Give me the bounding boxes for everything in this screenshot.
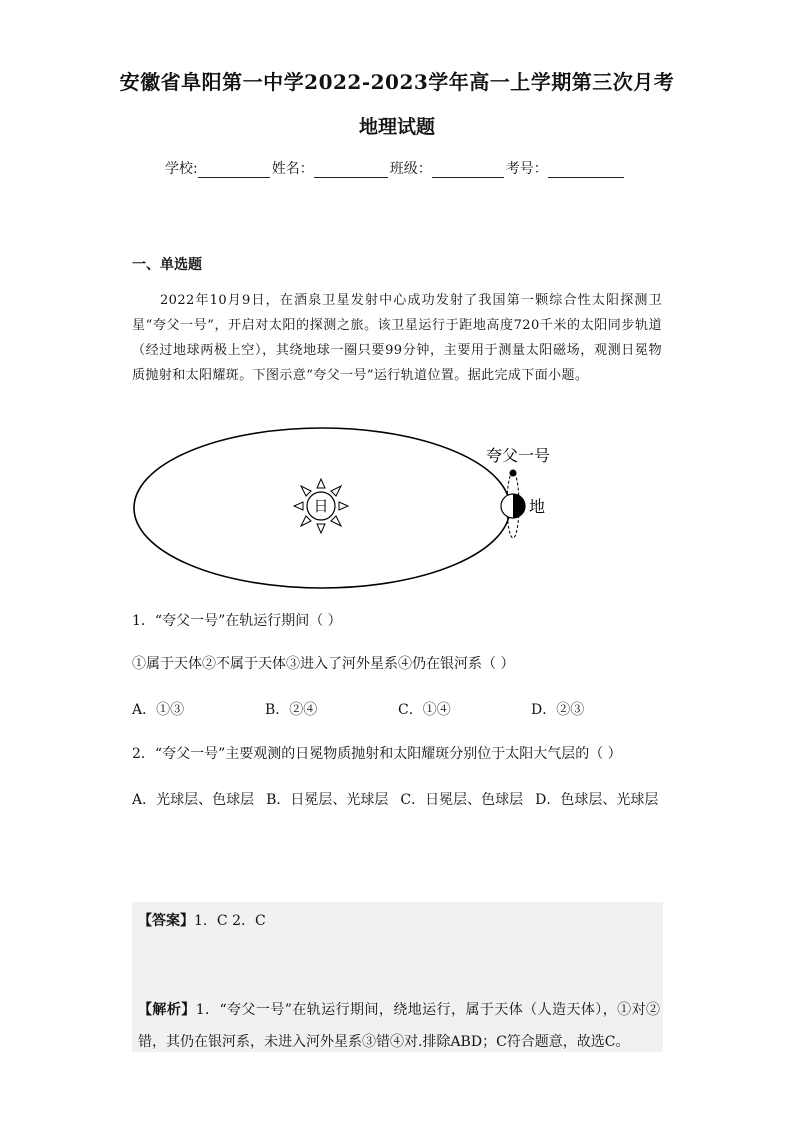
school-blank[interactable] (198, 162, 270, 178)
q2-option-b[interactable]: B．日冕层、光球层 (266, 792, 389, 808)
q1-option-d[interactable]: D．②③ (531, 702, 585, 718)
q1-option-a[interactable]: A．①③ (132, 702, 185, 718)
earth-icon (501, 494, 525, 518)
satellite-icon (510, 470, 517, 477)
answer-panel (132, 902, 663, 1052)
class-label: 班级： (389, 161, 432, 177)
name-blank[interactable] (314, 162, 388, 178)
analysis-text: 1．“夸父一号”在轨运行期间，绕地运行，属于天体（人造天体），①对②错，其仍在银河系，未进入河外星系③错④对.排除ABD；C符合题意，故选C。 (138, 1002, 660, 1050)
question-2-options (132, 786, 664, 814)
satellite-label: 夸父一号 (486, 448, 551, 465)
q2-option-a[interactable]: A．光球层、色球层 (132, 792, 255, 808)
q2-option-d[interactable]: D．色球层、光球层 (535, 792, 659, 808)
answer-label: 【答案】 (138, 913, 194, 929)
answer-text: 1．C 2．C (194, 913, 266, 929)
exam-number-label: 考号： (505, 161, 548, 177)
q1-option-c[interactable]: C．①④ (398, 702, 451, 718)
exam-subject: 地理试题 (358, 116, 435, 138)
school-label: 学校: (165, 161, 198, 177)
class-blank[interactable] (432, 162, 504, 178)
question-1-stem: 1．“夸父一号”在轨运行期间（ ） (132, 613, 342, 629)
analysis-text-block (138, 994, 660, 1058)
q2-option-c[interactable]: C．日冕层、色球层 (400, 792, 524, 808)
q1-option-b[interactable]: B．②④ (265, 702, 318, 718)
exam-title: 安徽省阜阳第一中学2022-2023学年高一上学期第三次月考 (119, 70, 675, 94)
student-info-row (165, 158, 635, 178)
section-heading: 一、单选题 (132, 257, 202, 273)
analysis-label: 【解析】 (138, 1002, 196, 1018)
question-2-stem: 2．“夸父一号”主要观测的日冕物质抛射和太阳耀斑分别位于太阳大气层的（ ） (132, 746, 622, 762)
orbit-diagram (130, 425, 570, 595)
name-label: 姓名： (271, 161, 314, 177)
answer-line (138, 910, 266, 930)
reading-passage: 2022年10月9日，在酒泉卫星发射中心成功发射了我国第一颗综合性太阳探测卫星“夸父一号”，开启对太阳的探测之旅。该卫星运行于距地高度720千米的太阳同步轨道（经过地球两极上空），其绕地球一圈只要99分钟，主要用于测量太阳磁场，观测日冕物质抛射和太阳耀斑。下图示意“夸父一号”运行轨道位置。据此完成下面小题。 (132, 293, 662, 383)
sun-icon (294, 479, 348, 533)
question-1-options (132, 698, 664, 722)
earth-label: 地 (529, 499, 546, 516)
sun-label: 日 (313, 498, 329, 515)
question-1-statements: ①属于天体②不属于天体③进入了河外星系④仍在银河系（ ） (132, 656, 515, 672)
exam-number-blank[interactable] (548, 162, 624, 178)
